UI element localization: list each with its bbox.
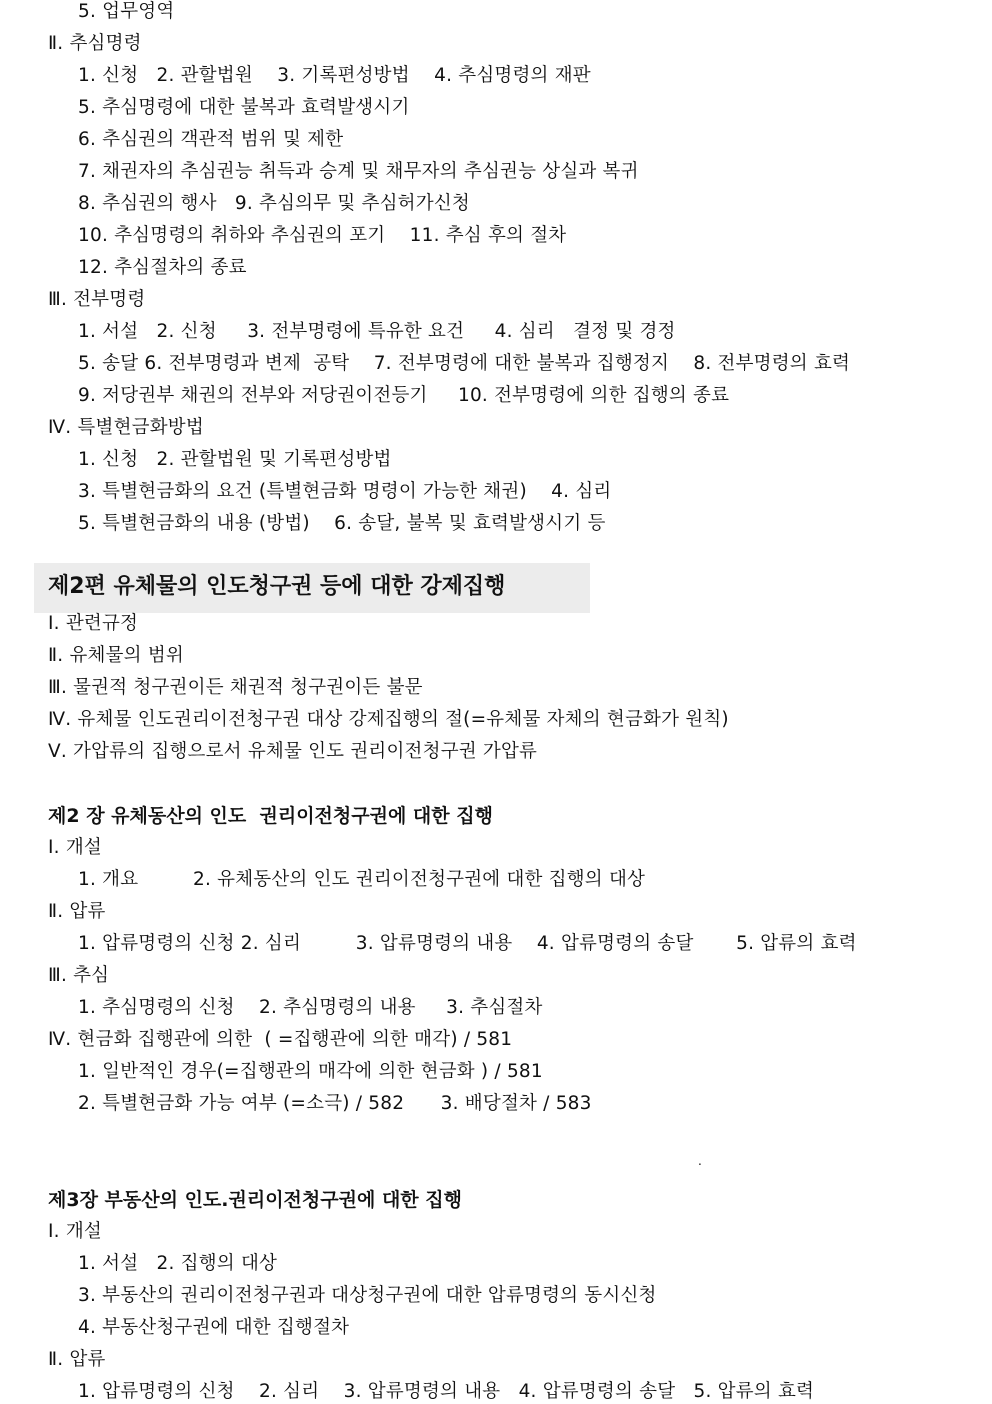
outline-item: 7. 채권자의 추심권능 취득과 승계 및 채무자의 추심권능 상실과 복귀	[78, 161, 639, 182]
outline-item: 2. 특별현금화 가능 여부 (=소극) / 582 3. 배당절차 / 583	[78, 1093, 592, 1114]
part-title: 제2편 유체물의 인도청구권 등에 대한 강제집행	[48, 574, 506, 599]
outline-item: 1. 일반적인 경우(=집행관의 매각에 의한 현금화 ) / 581	[78, 1061, 543, 1082]
outline-heading: Ⅱ. 압류	[48, 901, 106, 922]
outline-item: 10. 추심명령의 취하와 추심권의 포기 11. 추심 후의 절차	[78, 225, 567, 246]
outline-heading: Ⅴ. 가압류의 집행으로서 유체물 인도 권리이전청구권 가압류	[48, 741, 538, 762]
outline-item: 1. 압류명령의 신청 2. 심리 3. 압류명령의 내용 4. 압류명령의 송달 5. 압류의 효력	[78, 1381, 815, 1402]
outline-item: 6. 추심권의 객관적 범위 및 제한	[78, 129, 344, 150]
outline-item: 1. 압류명령의 신청 2. 심리 3. 압류명령의 내용 4. 압류명령의 송달 5. 압류의 효력	[78, 933, 857, 954]
outline-heading: Ⅳ. 특별현금화방법	[48, 417, 204, 438]
outline-item: 1. 신청 2. 관할법원 및 기록편성방법	[78, 449, 392, 470]
outline-item: 5. 특별현금화의 내용 (방법) 6. 송달, 불복 및 효력발생시기 등	[78, 513, 606, 534]
outline-item: 8. 추심권의 행사 9. 추심의무 및 추심허가신청	[78, 193, 470, 214]
outline-heading: Ⅳ. 현금화 집행관에 의한 ( =집행관에 의한 매각) / 581	[48, 1029, 513, 1050]
outline-heading: Ⅳ. 유체물 인도권리이전청구권 대상 강제집행의 절(=유체물 자체의 현금화가 원칙)	[48, 709, 729, 730]
outline-item: 4. 부동산청구권에 대한 집행절차	[78, 1317, 350, 1338]
outline-item: 3. 부동산의 권리이전청구권과 대상청구권에 대한 압류명령의 동시신청	[78, 1285, 657, 1306]
outline-item: 1. 개요 2. 유체동산의 인도 권리이전청구권에 대한 집행의 대상	[78, 869, 646, 890]
chapter-title: 제3장 부동산의 인도.권리이전청구권에 대한 집행	[48, 1189, 462, 1211]
outline-item: 5. 업무영역	[78, 1, 175, 22]
outline-item: 1. 추심명령의 신청 2. 추심명령의 내용 3. 추심절차	[78, 997, 543, 1018]
outline-item: 12. 추심절차의 종료	[78, 257, 247, 278]
stray-mark: .	[698, 1154, 702, 1168]
outline-heading: Ⅲ. 추심	[48, 965, 110, 986]
outline-item: 3. 특별현금화의 요건 (특별현금화 명령이 가능한 채권) 4. 심리	[78, 481, 612, 502]
outline-heading: Ⅲ. 전부명령	[48, 289, 146, 310]
outline-item: 5. 송달 6. 전부명령과 변제 공탁 7. 전부명령에 대한 불복과 집행정지 8. 전부명령의 효력	[78, 353, 851, 374]
part-heading-box	[34, 563, 590, 613]
outline-item: 9. 저당권부 채권의 전부와 저당권이전등기 10. 전부명령에 의한 집행의 종료	[78, 385, 730, 406]
outline-item: 1. 서설 2. 신청 3. 전부명령에 특유한 요건 4. 심리 결정 및 경정	[78, 321, 676, 342]
outline-heading: Ⅰ. 개설	[48, 837, 102, 858]
outline-heading: Ⅱ. 추심명령	[48, 33, 142, 54]
outline-item: 5. 추심명령에 대한 불복과 효력발생시기	[78, 97, 410, 118]
chapter-title: 제2 장 유체동산의 인도 권리이전청구권에 대한 집행	[48, 805, 493, 827]
outline-heading: Ⅱ. 유체물의 범위	[48, 645, 184, 666]
outline-heading: Ⅱ. 압류	[48, 1349, 106, 1370]
outline-item: 1. 서설 2. 집행의 대상	[78, 1253, 278, 1274]
outline-item: 1. 신청 2. 관할법원 3. 기록편성방법 4. 추심명령의 재판	[78, 65, 591, 86]
outline-heading: Ⅰ. 개설	[48, 1221, 102, 1242]
outline-heading: Ⅰ. 관련규정	[48, 613, 139, 634]
outline-heading: Ⅲ. 물권적 청구권이든 채권적 청구권이든 불문	[48, 677, 423, 698]
